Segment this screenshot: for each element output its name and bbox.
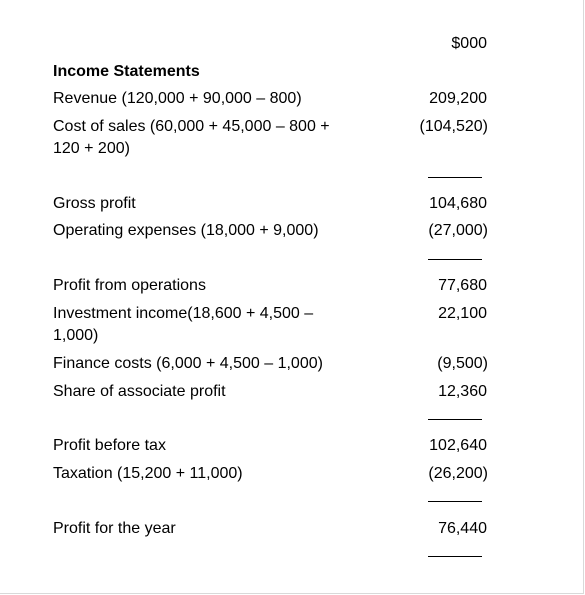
row-label-profit-from-operations: Profit from operations (53, 277, 206, 294)
row-value-taxation: (26,200) (428, 465, 488, 482)
subtotal-rule (428, 501, 482, 502)
subtotal-rule (428, 419, 482, 420)
subtotal-rule (428, 259, 482, 260)
row-value-share-of-associate-profit: 12,360 (438, 383, 487, 400)
statement-title: Income Statements (53, 63, 200, 80)
row-label-taxation: Taxation (15,200 + 11,000) (53, 465, 243, 482)
row-value-operating-expenses: (27,000) (428, 222, 488, 239)
unit-header: $000 (451, 35, 487, 52)
row-value-profit-for-the-year: 76,440 (438, 520, 487, 537)
row-value-investment-income: 22,100 (438, 305, 487, 322)
subtotal-rule (428, 177, 482, 178)
row-label-revenue: Revenue (120,000 + 90,000 – 800) (53, 90, 302, 107)
row-value-gross-profit: 104,680 (429, 195, 487, 212)
row-label-share-of-associate-profit: Share of associate profit (53, 383, 226, 400)
row-value-finance-costs: (9,500) (437, 355, 488, 372)
row-label-investment-income: Investment income(18,600 + 4,500 – 1,000) (53, 305, 314, 344)
row-label-profit-before-tax: Profit before tax (53, 437, 166, 454)
row-label-operating-expenses: Operating expenses (18,000 + 9,000) (53, 222, 319, 239)
row-label-cost-of-sales: Cost of sales (60,000 + 45,000 – 800 + 120 + 200) (53, 118, 330, 157)
row-value-revenue: 209,200 (429, 90, 487, 107)
row-value-profit-before-tax: 102,640 (429, 437, 487, 454)
total-rule (428, 556, 482, 557)
row-label-gross-profit: Gross profit (53, 195, 136, 212)
row-label-profit-for-the-year: Profit for the year (53, 520, 176, 537)
row-value-cost-of-sales: (104,520) (419, 118, 488, 135)
row-label-finance-costs: Finance costs (6,000 + 4,500 – 1,000) (53, 355, 323, 372)
row-value-profit-from-operations: 77,680 (438, 277, 487, 294)
